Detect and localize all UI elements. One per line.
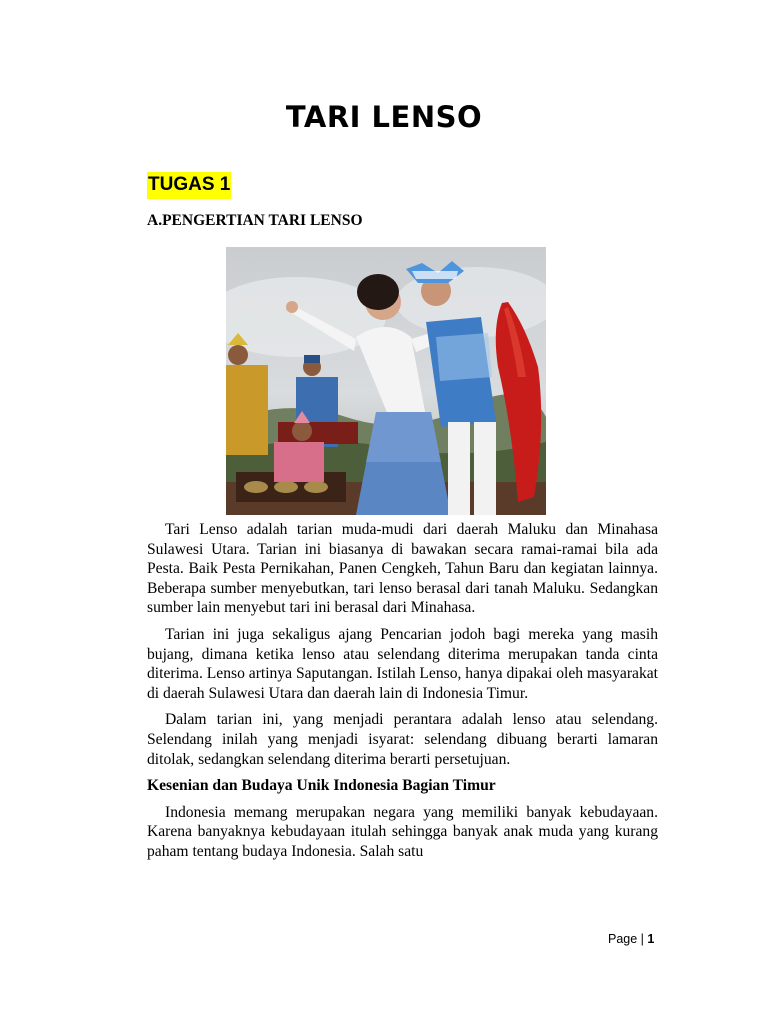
subheading: Kesenian dan Budaya Unik Indonesia Bagian Timur [147, 777, 496, 795]
dance-photo [226, 247, 546, 515]
paragraph-4: Indonesia memang merupakan negara yang memiliki banyak kebudayaan. Karena banyaknya kebudayaan itulah sehingga banyak anak muda yang kurang paham tentang budaya Indonesia. Salah satu [147, 803, 658, 860]
paragraph-1: Tari Lenso adalah tarian muda-mudi dari daerah Maluku dan Minahasa Sulawesi Utara. Tarian ini biasanya di bawakan secara ramai-ramai bila ada Pesta. Baik Pesta Pernikahan, Panen Cengkeh, Tahun Baru dan kegiatan lainnya. Beberapa sumber menyebutkan, tari lenso berasal dari tanah Maluku. Sedangkan sumber lain menyebut tari ini berasal dari Minahasa. [147, 521, 658, 617]
paragraph-3: Dalam tarian ini, yang menjadi perantara adalah lenso atau selendang. Selendang inilah yang menjadi isyarat: selendang dibuang berarti lamaran ditolak, sedangkan selendang diterima berarti persetujuan. [147, 711, 658, 768]
page-label: Page | [608, 932, 648, 946]
page-number: 1 [647, 932, 655, 946]
body-text [147, 520, 658, 869]
assignment-label: TUGAS 1 [147, 172, 231, 199]
page-footer [608, 932, 654, 946]
document-title: TARI LENSO [285, 100, 483, 134]
paragraph-2: Tarian ini juga sekaligus ajang Pencarian jodoh bagi mereka yang masih bujang, dimana ketika lenso atau selendang diterima merupakan tanda cinta diterima. Lenso artinya Saputangan. Istilah Lenso, hanya dipakai oleh masyarakat di daerah Sulawesi Utara dan daerah lain di Indonesia Timur. [147, 625, 658, 702]
section-heading: A.PENGERTIAN TARI LENSO [147, 212, 363, 229]
